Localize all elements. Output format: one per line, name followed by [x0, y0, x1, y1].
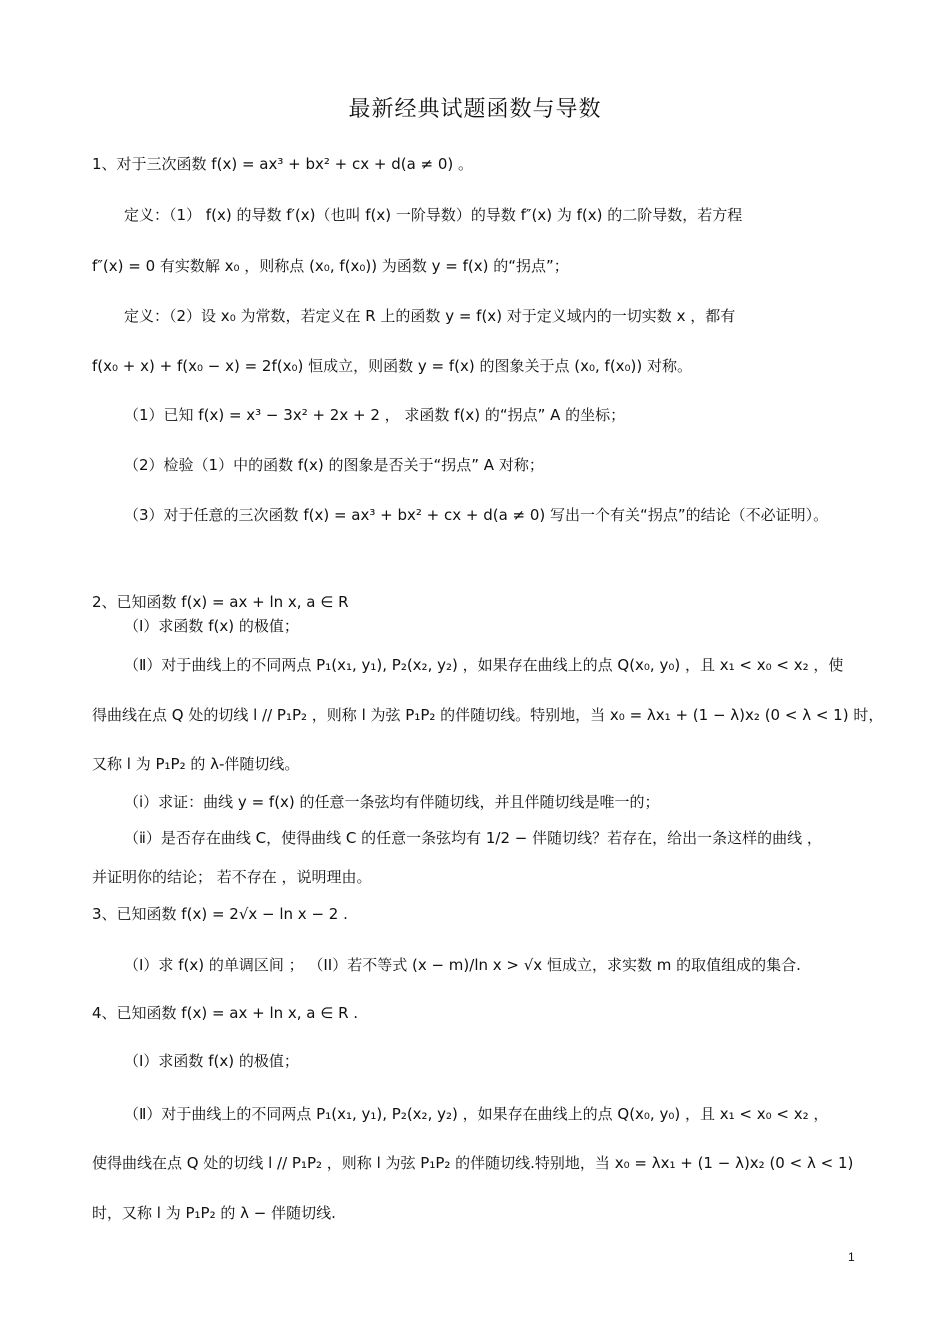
- text-line: （2）检验（1）中的函数 f(x) 的图象是否关于“拐点” A 对称；: [124, 456, 544, 474]
- text-line: f″(x) = 0 有实数解 x₀ ，则称点 (x₀, f(x₀)) 为函数 y = f(x) 的“拐点”；: [92, 257, 569, 275]
- document-title: 最新经典试题函数与导数: [348, 97, 602, 122]
- text-line: 时，又称 l 为 P₁P₂ 的 λ − 伴随切线.: [92, 1204, 336, 1222]
- text-line: 得曲线在点 Q 处的切线 l // P₁P₂ ，则称 l 为弦 P₁P₂ 的伴随切线。特别地，当 x₀ = λx₁ + (1 − λ)x₂ (0 < λ < 1) 时，: [92, 706, 884, 724]
- text-line: f(x₀ + x) + f(x₀ − x) = 2f(x₀) 恒成立，则函数 y = f(x) 的图象关于点 (x₀, f(x₀)) 对称。: [92, 357, 693, 375]
- text-line: （Ⅰ）求函数 f(x) 的极值；: [124, 1052, 299, 1070]
- text-line: 定义：（2）设 x₀ 为常数，若定义在 R 上的函数 y = f(x) 对于定义域内的一切实数 x ，都有: [124, 307, 736, 325]
- text-line: 使得曲线在点 Q 处的切线 l // P₁P₂ ，则称 l 为弦 P₁P₂ 的伴随切线.特别地，当 x₀ = λx₁ + (1 − λ)x₂ (0 < λ < 1): [92, 1154, 854, 1172]
- text-line: 并证明你的结论； 若不存在 ，说明理由。: [92, 868, 372, 886]
- text-line: 3、已知函数 f(x) = 2√x − ln x − 2 .: [92, 905, 348, 923]
- text-line: 又称 l 为 P₁P₂ 的 λ-伴随切线。: [92, 755, 300, 773]
- text-line: （ⅱ）是否存在曲线 C，使得曲线 C 的任意一条弦均有 1/2 − 伴随切线？若存在，给出一条这样的曲线 ，: [124, 829, 822, 847]
- text-line: （Ⅰ）求函数 f(x) 的极值；: [124, 617, 299, 635]
- text-line: （ⅰ）求证：曲线 y = f(x) 的任意一条弦均有伴随切线，并且伴随切线是唯一的；: [124, 793, 660, 811]
- text-line: （Ⅱ）对于曲线上的不同两点 P₁(x₁, y₁), P₂(x₂, y₂) ，如果存在曲线上的点 Q(x₀, y₀) ，且 x₁ < x₀ < x₂ ，: [124, 1105, 829, 1123]
- text-line: 1、对于三次函数 f(x) = ax³ + bx² + cx + d(a ≠ 0) 。: [92, 155, 474, 173]
- text-line: （1）已知 f(x) = x³ − 3x² + 2x + 2 ， 求函数 f(x) 的“拐点” A 的坐标；: [124, 406, 626, 424]
- text-line: 2、已知函数 f(x) = ax + ln x, a ∈ R: [92, 593, 349, 611]
- text-line: （3）对于任意的三次函数 f(x) = ax³ + bx² + cx + d(a ≠ 0) 写出一个有关“拐点”的结论（不必证明）。: [124, 506, 829, 524]
- page-number: 1: [848, 1250, 855, 1264]
- text-line: （I）求 f(x) 的单调区间 ； （II）若不等式 (x − m)/ln x > √x 恒成立，求实数 m 的取值组成的集合.: [124, 956, 801, 974]
- text-line: 4、已知函数 f(x) = ax + ln x, a ∈ R .: [92, 1004, 359, 1022]
- text-line: （Ⅱ）对于曲线上的不同两点 P₁(x₁, y₁), P₂(x₂, y₂) ，如果存在曲线上的点 Q(x₀, y₀) ，且 x₁ < x₀ < x₂ ，使: [124, 656, 844, 674]
- text-line: 定义：（1） f(x) 的导数 f′(x)（也叫 f(x) 一阶导数）的导数 f″(x) 为 f(x) 的二阶导数，若方程: [124, 206, 743, 224]
